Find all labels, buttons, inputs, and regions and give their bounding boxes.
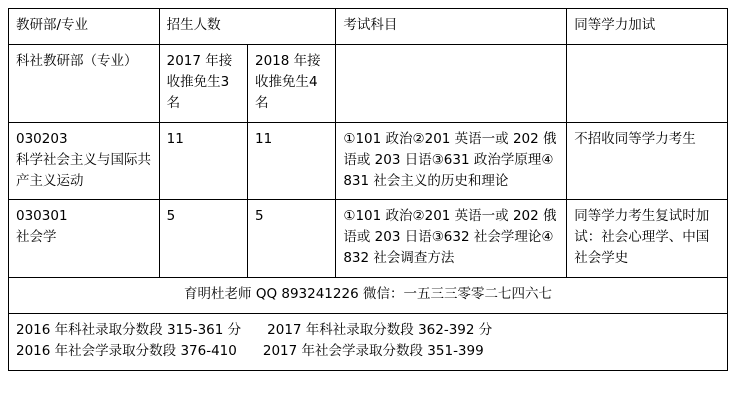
row-equivalent-extra: 同等学力考生复试时加试：社会心理学、中国社会学史 [567, 200, 728, 278]
score-2016-keshe: 2016 年科社录取分数段 315-361 分 [16, 322, 242, 339]
table-row [9, 122, 728, 200]
contact-info: 育明杜老师 QQ 893241226 微信：一五三三零零二七四六七 [9, 278, 728, 314]
major-code: 030203 [16, 130, 68, 147]
table-row [9, 200, 728, 278]
row-major-cell [9, 122, 160, 200]
footer-contact-row [9, 278, 728, 314]
header-equivalent-extra: 同等学力加试 [567, 9, 728, 45]
score-line-1 [16, 320, 720, 341]
admissions-table [8, 8, 728, 371]
score-2017-keshe: 2017 年科社录取分数段 362-392 分 [267, 322, 493, 339]
subheader-equivalent-extra [567, 44, 728, 122]
score-2017-shehuixue: 2017 年社会学录取分数段 351-399 [262, 343, 484, 360]
table-subheader-row [9, 44, 728, 122]
row-exam-subjects: ①101 政治②201 英语一或 202 俄语或 203 日语③631 政治学原理④831 社会主义的历史和理论 [336, 122, 567, 200]
score-2016-shehuixue: 2016 年社会学录取分数段 376-410 [16, 343, 237, 360]
row-count-2018: 11 [247, 122, 335, 200]
score-lines [9, 314, 728, 371]
table-header-row [9, 9, 728, 45]
footer-score-row [9, 314, 728, 371]
major-name: 科学社会主义与国际共产主义运动 [16, 151, 151, 189]
subheader-dept-note: 科社教研部（专业） [9, 44, 160, 122]
header-enroll-count: 招生人数 [159, 9, 336, 45]
row-count-2017: 11 [159, 122, 247, 200]
row-equivalent-extra: 不招收同等学力考生 [567, 122, 728, 200]
subheader-year-2017: 2017 年接收推免生3 名 [159, 44, 247, 122]
row-count-2018: 5 [247, 200, 335, 278]
row-count-2017: 5 [159, 200, 247, 278]
major-name: 社会学 [16, 229, 57, 246]
header-exam-subjects: 考试科目 [336, 9, 567, 45]
subheader-year-2018: 2018 年接收推免生4 名 [247, 44, 335, 122]
row-exam-subjects: ①101 政治②201 英语一或 202 俄语或 203 日语③632 社会学理论④832 社会调查方法 [336, 200, 567, 278]
score-line-2 [16, 341, 720, 362]
major-code: 030301 [16, 208, 68, 225]
subheader-exam-subjects [336, 44, 567, 122]
row-major-cell [9, 200, 160, 278]
header-dept-major: 教研部/专业 [9, 9, 160, 45]
